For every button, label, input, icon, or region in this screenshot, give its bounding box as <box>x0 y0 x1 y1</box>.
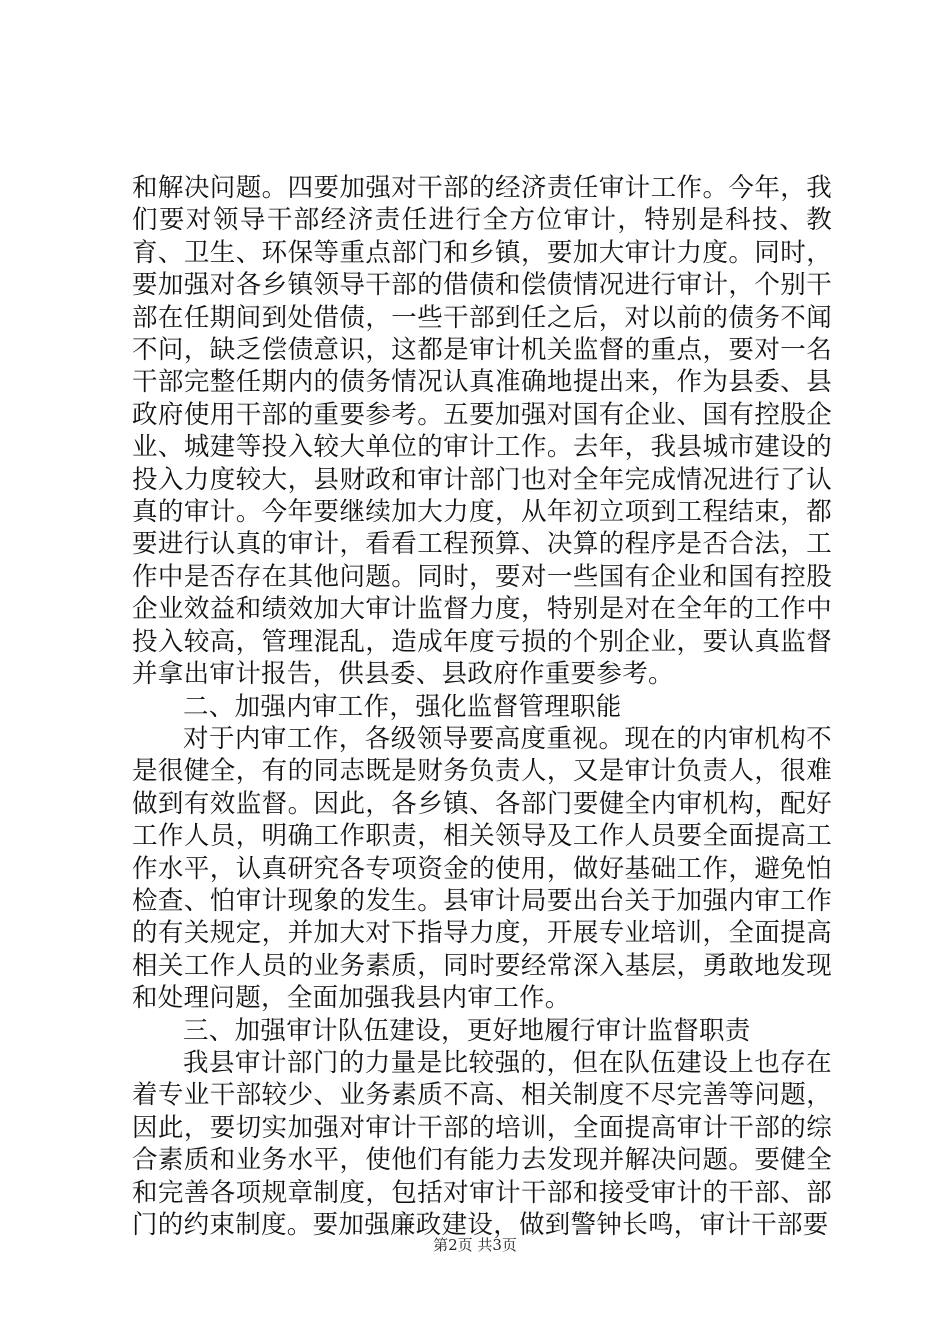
section-heading-2: 二、加强内审工作，强化监督管理职能 <box>183 691 622 722</box>
section-heading-3: 三、加强审计队伍建设，更好地履行审计监督职责 <box>183 1015 751 1046</box>
paragraph-audit-team: 我县审计部门的力量是比较强的，但在队伍建设上也存在着专业干部较少、业务素质不高、相关制度不尽完善等问题，因此，要切实加强对审计干部的培训，全面提高审计干部的综合素质和业务水平，使他们有能力去发现并解决问题。要健全和完善各项规章制度，包括对审计干部和接受审计的干部、部门的约束制度。要加强廉政建设，做到警钟长鸣，审计干部要 <box>132 1047 832 1240</box>
paragraph-continued: 和解决问题。四要加强对干部的经济责任审计工作。今年，我们要对领导干部经济责任进行全方位审计，特别是科技、教育、卫生、环保等重点部门和乡镇，要加大审计力度。同时，要加强对各乡镇领导干部的借债和偿债情况进行审计，个别干部在任期间到处借债，一些干部到任之后，对以前的债务不闻不问，缺乏偿债意识，这都是审计机关监督的重点，要对一名干部完整任期内的债务情况认真准确地提出来，作为县委、县政府使用干部的重要参考。五要加强对国有企业、国有控股企业、城建等投入较大单位的审计工作。去年，我县城市建设的投入力度较大，县财政和审计部门也对全年完成情况进行了认真的审计。今年要继续加大力度，从年初立项到工程结束，都要进行认真的审计，看看工程预算、决算的程序是否合法，工作中是否存在其他问题。同时，要对一些国有企业和国有控股企业效益和绩效加大审计监督力度，特别是对在全年的工作中投入较高，管理混乱，造成年度亏损的个别企业，要认真监督并拿出审计报告，供县委、县政府作重要参考。 <box>132 173 832 690</box>
document-body <box>132 172 832 1241</box>
page-number-footer: 第2页 共3页 <box>433 1236 517 1254</box>
paragraph-internal-audit: 对于内审工作，各级领导要高度重视。现在的内审机构不是很健全，有的同志既是财务负责人，又是审计负责人，很难做到有效监督。因此，各乡镇、各部门要健全内审机构，配好工作人员，明确工作职责，相关领导及工作人员要全面提高工作水平，认真研究各专项资金的使用，做好基础工作，避免怕检查、怕审计现象的发生。县审计局要出台关于加强内审工作的有关规定，并加大对下指导力度，开展专业培训，全面提高相关工作人员的业务素质，同时要经常深入基层，勇敢地发现和处理问题，全面加强我县内审工作。 <box>132 723 832 1014</box>
